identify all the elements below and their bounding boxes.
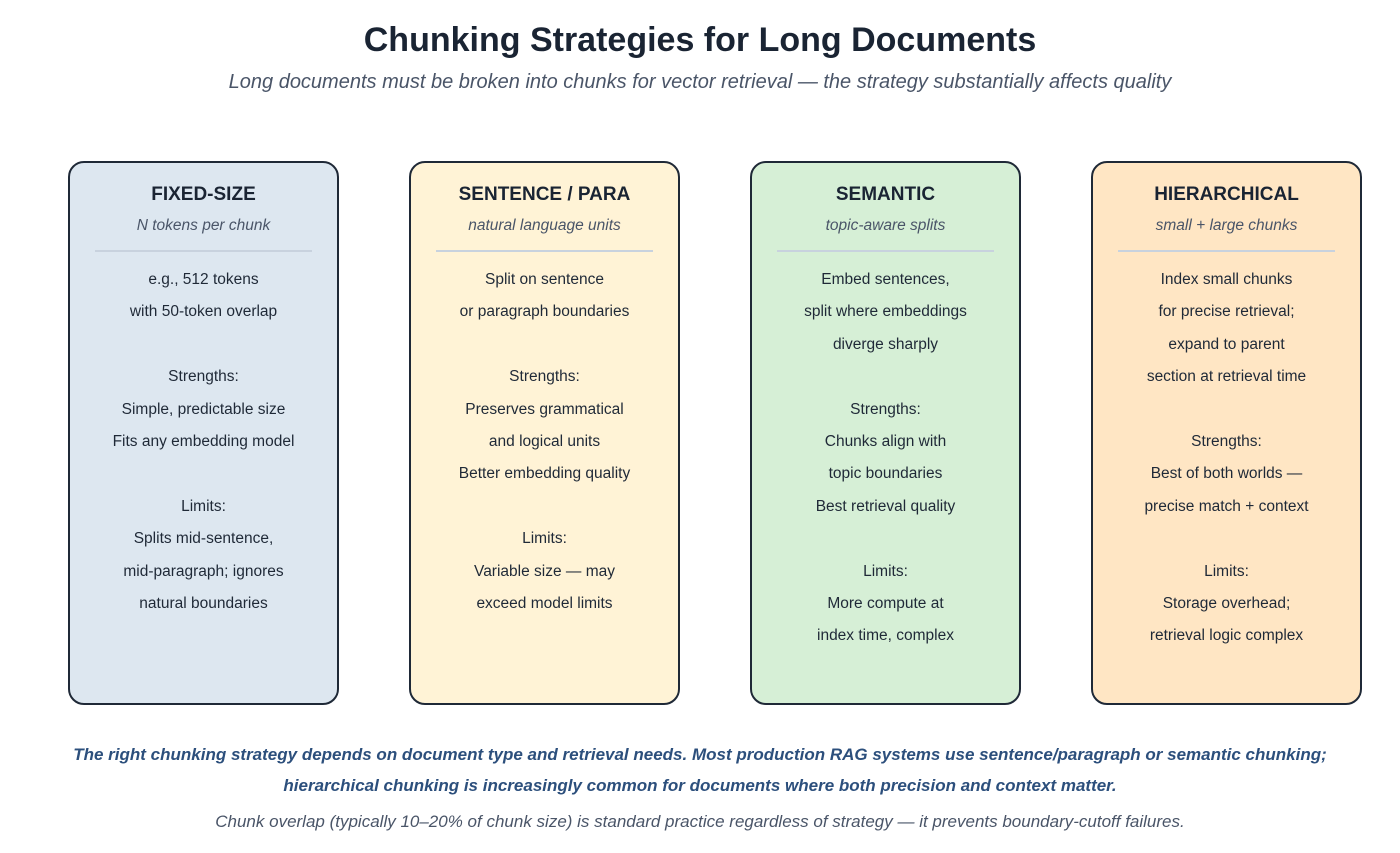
card-divider — [1118, 250, 1335, 252]
card-body — [1093, 270, 1360, 659]
page-subtitle: Long documents must be broken into chunks for vector retrieval — the strategy substantially affects quality — [228, 71, 1172, 93]
card-text-line: Best of both worlds — — [1150, 465, 1303, 483]
card-spacer — [411, 497, 678, 529]
card-text-line: mid-paragraph; ignores — [123, 562, 284, 580]
card-text-line: Best retrieval quality — [815, 497, 956, 515]
card-text-line: expand to parent — [1168, 335, 1285, 353]
card-text-line: Limits: — [863, 562, 908, 580]
card-text-line: Limits: — [522, 530, 567, 548]
card-title: SENTENCE / PARA — [458, 184, 631, 205]
card-spacer — [70, 464, 337, 496]
card-text-line: with 50-token overlap — [129, 303, 278, 321]
card-divider — [777, 250, 994, 252]
card-text-line: for precise retrieval; — [1158, 303, 1295, 321]
card-text-line: Strengths: — [168, 368, 239, 386]
card-text-line: Better embedding quality — [458, 465, 631, 483]
card-subtitle: topic-aware splits — [825, 217, 946, 234]
card-divider — [95, 250, 312, 252]
card-text-line: Variable size — may — [474, 562, 615, 580]
card-fixed-size — [68, 161, 339, 705]
card-text-line: and logical units — [488, 432, 601, 450]
card-semantic — [750, 161, 1021, 705]
card-title: HIERARCHICAL — [1154, 184, 1299, 205]
footer-summary-line: The right chunking strategy depends on document type and retrieval needs. Most production RAG systems use sentence/paragraph or semantic chunking; — [73, 745, 1327, 764]
card-text-line: precise match + context — [1144, 497, 1309, 515]
card-text-line: section at retrieval time — [1146, 368, 1307, 386]
card-text-line: Limits: — [181, 497, 226, 515]
card-text-line: Fits any embedding model — [112, 432, 295, 450]
card-text-line: or paragraph boundaries — [459, 303, 630, 321]
card-text-line: diverge sharply — [832, 335, 939, 353]
card-spacer — [752, 529, 1019, 561]
card-spacer — [70, 335, 337, 367]
card-subtitle: natural language units — [468, 217, 621, 234]
card-text-line: e.g., 512 tokens — [148, 271, 259, 288]
footer-summary — [0, 739, 1400, 801]
card-title: SEMANTIC — [835, 184, 936, 205]
footer-summary-line: hierarchical chunking is increasingly common for documents where both precision and context matter. — [283, 776, 1117, 795]
card-text-line: Simple, predictable size — [121, 400, 286, 418]
card-body — [752, 270, 1019, 659]
card-spacer — [1093, 529, 1360, 561]
card-text-line: Limits: — [1204, 562, 1249, 580]
footer-note: Chunk overlap (typically 10–20% of chunk size) is standard practice regardless of strategy — it prevents boundary-cutoff failures. — [215, 812, 1185, 831]
card-sentence-para — [409, 161, 680, 705]
card-text-line: Strengths: — [509, 368, 580, 386]
card-text-line: Preserves grammatical — [465, 400, 624, 418]
card-title: FIXED-SIZE — [151, 184, 256, 205]
card-text-line: More compute at — [827, 594, 944, 612]
card-text-line: Splits mid-sentence, — [133, 530, 274, 548]
card-text-line: Strengths: — [1191, 432, 1262, 450]
card-spacer — [411, 335, 678, 367]
card-text-line: split where embeddings — [804, 303, 967, 321]
card-text-line: Strengths: — [850, 400, 921, 418]
card-body — [70, 270, 337, 626]
page-title: Chunking Strategies for Long Documents — [363, 21, 1037, 59]
card-text-line: Index small chunks — [1160, 271, 1293, 288]
card-spacer — [752, 367, 1019, 399]
card-text-line: index time, complex — [817, 627, 954, 645]
card-text-line: Storage overhead; — [1162, 594, 1291, 612]
card-text-line: topic boundaries — [828, 465, 943, 483]
card-text-line: Chunks align with — [824, 432, 947, 450]
card-text-line: exceed model limits — [476, 594, 613, 612]
card-hierarchical — [1091, 161, 1362, 705]
card-text-line: retrieval logic complex — [1149, 627, 1304, 645]
card-spacer — [1093, 400, 1360, 432]
card-subtitle: N tokens per chunk — [136, 217, 271, 234]
card-body — [411, 270, 678, 626]
card-subtitle: small + large chunks — [1155, 217, 1298, 234]
card-text-line: Split on sentence — [485, 271, 604, 288]
card-text-line: Embed sentences, — [821, 271, 950, 288]
card-divider — [436, 250, 653, 252]
card-text-line: natural boundaries — [139, 594, 268, 612]
